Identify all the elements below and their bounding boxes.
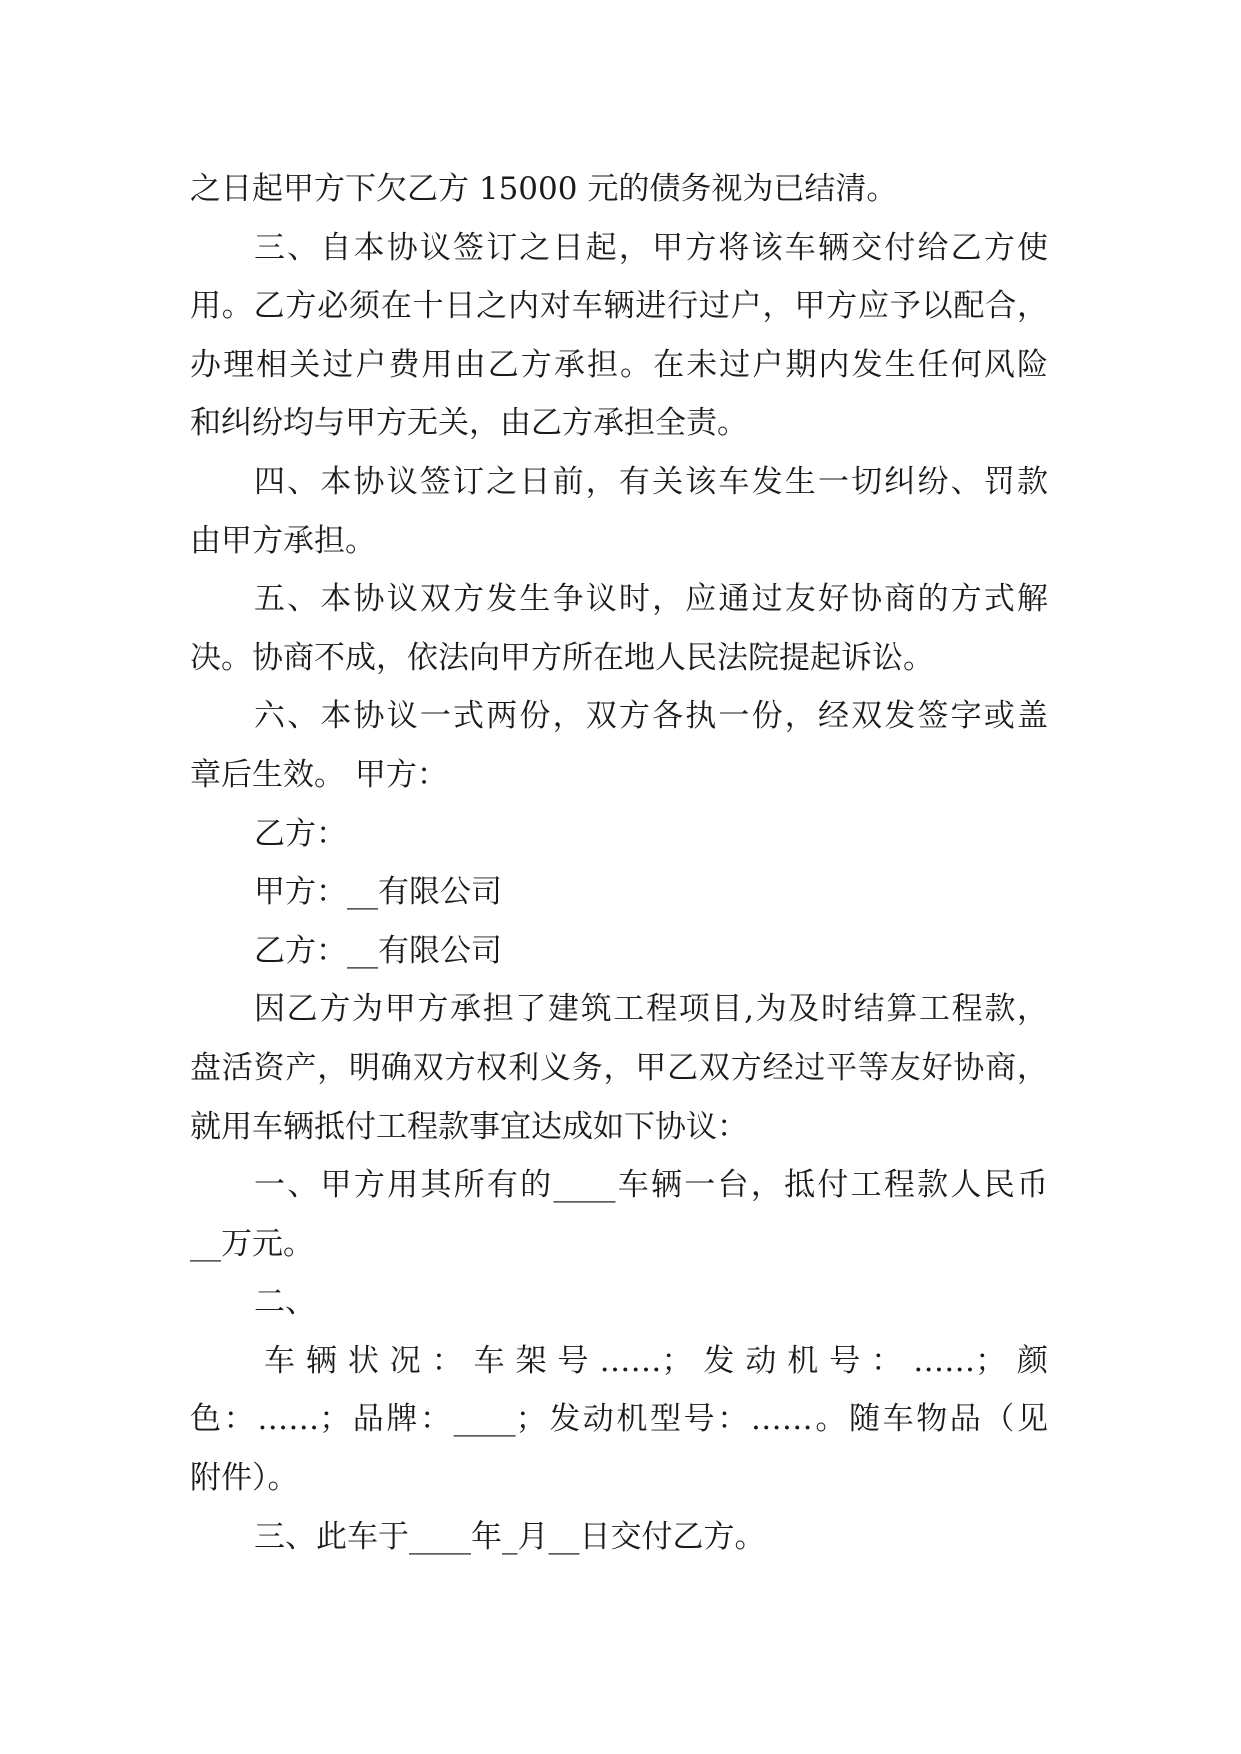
paragraph-line: 由甲方承担。 — [190, 522, 376, 559]
paragraph-line: 车辆状况：车架号……；发动机号：……；颜 — [264, 1342, 1048, 1379]
paragraph-line: 一、甲方用其所有的____车辆一台，抵付工程款人民币 — [254, 1167, 1048, 1204]
paragraph-line: 四、本协议签订之日前，有关该车发生一切纠纷、罚款 — [254, 463, 1048, 500]
party-a-company: 甲方：__有限公司 — [254, 874, 502, 911]
party-b-company: 乙方：__有限公司 — [254, 932, 502, 969]
paragraph-line: 办理相关过户费用由乙方承担。在未过户期内发生任何风险 — [190, 346, 1048, 383]
paragraph-line: 决。协商不成，依法向甲方所在地人民法院提起诉讼。 — [190, 639, 934, 676]
paragraph-line: 之日起甲方下欠乙方 15000 元的债务视为已结清。 — [190, 171, 898, 207]
paragraph-line: 色：……；品牌：____；发动机型号：……。随车物品（见 — [190, 1401, 1048, 1438]
paragraph-line: 用。乙方必须在十日之内对车辆进行过户，甲方应予以配合， — [190, 288, 1048, 325]
paragraph-line: 盘活资产，明确双方权利义务，甲乙双方经过平等友好协商， — [190, 1049, 1048, 1086]
signature-line-party-a: 章后生效。 甲方： — [190, 756, 448, 793]
paragraph-line: 和纠纷均与甲方无关，由乙方承担全责。 — [190, 405, 748, 442]
paragraph-line: 二、 — [254, 1284, 316, 1321]
paragraph-line: 因乙方为甲方承担了建筑工程项目,为及时结算工程款， — [254, 991, 1048, 1028]
document-body — [190, 160, 1048, 1566]
paragraph-line: 附件）。 — [190, 1460, 299, 1497]
paragraph-line: __万元。 — [190, 1225, 314, 1262]
paragraph-line: 三、此车于____年_月__日交付乙方。 — [254, 1518, 766, 1555]
paragraph-line: 六、本协议一式两份，双方各执一份，经双发签字或盖 — [254, 698, 1048, 735]
signature-line-party-b: 乙方： — [254, 815, 347, 852]
paragraph-line: 三、自本协议签订之日起，甲方将该车辆交付给乙方使 — [254, 229, 1048, 266]
paragraph-line: 就用车辆抵付工程款事宜达成如下协议： — [190, 1108, 748, 1145]
paragraph-line: 五、本协议双方发生争议时，应通过友好协商的方式解 — [254, 581, 1048, 618]
